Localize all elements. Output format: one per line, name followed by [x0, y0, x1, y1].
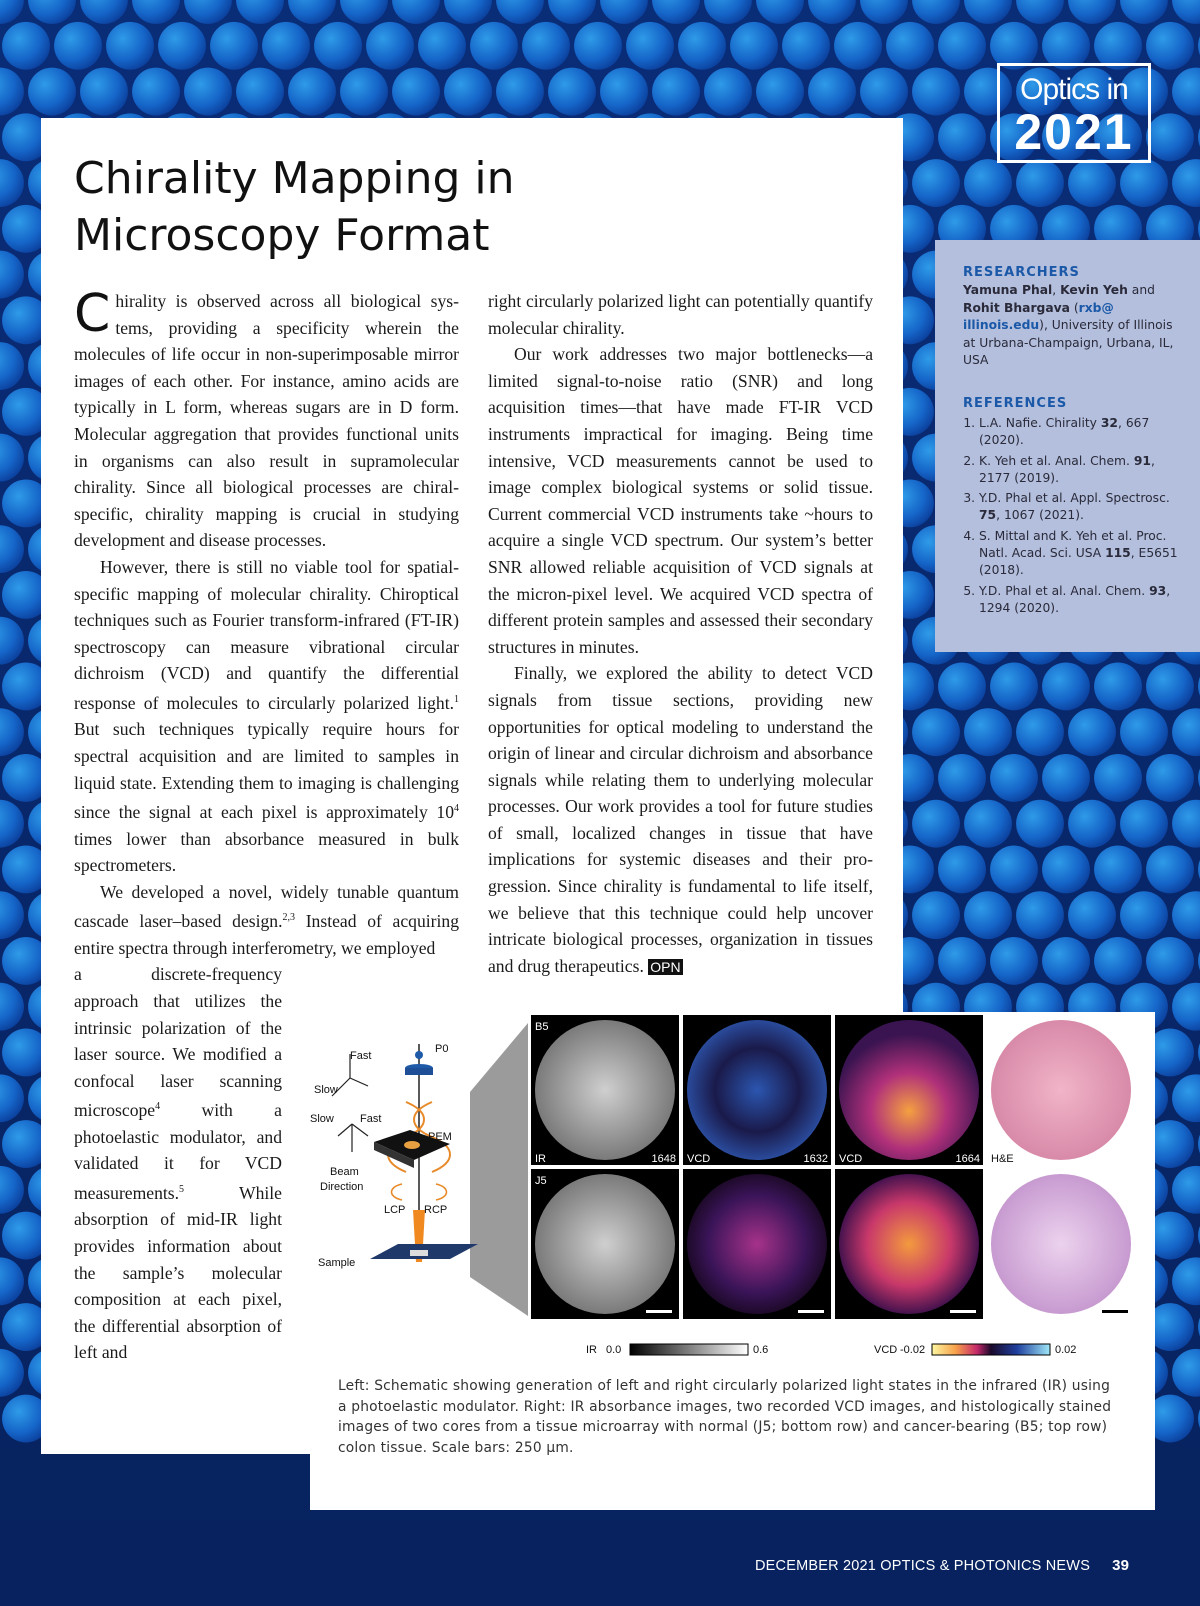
background-dot	[964, 800, 1012, 848]
footer-text: DECEMBER 2021 OPTICS & PHOTONICS NEWS	[755, 1558, 1091, 1574]
background-dot	[808, 68, 856, 116]
vcd-colorbar	[932, 1344, 1050, 1355]
vcd-1632-image-b5	[687, 1020, 827, 1160]
paragraph-5: Our work addresses two major bottlenecks—a limited signal-to-noise ratio (SNR) and long acquisition times—that have made FT-IR VCD instruments impractical for imaging. Being time intensive, VCD measurements cannot be used to image complex biological systems or solid tissue. Current commercial VCD instruments take ~hours to acquire a single VCD spectrum. Our system’s better SNR allowed reliable acquisition of VCD signals at the micron-pixel level. We acquired VCD spectra of different protein samples and assessed their secondary structures in minutes.	[488, 344, 873, 657]
background-dot	[1068, 708, 1116, 756]
background-dot	[548, 68, 596, 116]
scale-bar	[646, 1310, 672, 1313]
background-dot	[600, 68, 648, 116]
background-dot	[366, 22, 414, 70]
reference-item: 3. Y.D. Phal et al. Appl. Spectrosc. 75, 1067 (2021).	[979, 490, 1188, 525]
background-dot	[314, 22, 362, 70]
background-dot	[912, 891, 960, 939]
scale-bar	[1102, 1310, 1128, 1313]
background-dot	[912, 708, 960, 756]
background-dot	[964, 891, 1012, 939]
background-dot	[28, 68, 76, 116]
background-dot	[1042, 846, 1090, 894]
slow-label-1: Slow	[314, 1084, 338, 1096]
background-dot	[1042, 754, 1090, 802]
background-dot	[1042, 662, 1090, 710]
background-dot	[912, 159, 960, 207]
background-dot	[392, 68, 440, 116]
vcd-colorbar-label: VCD	[874, 1344, 898, 1356]
background-dot	[1094, 754, 1142, 802]
background-dot	[1068, 891, 1116, 939]
ir-image-j5	[535, 1174, 675, 1314]
pem-schematic	[310, 1023, 528, 1316]
background-dot	[1016, 708, 1064, 756]
panel-wavenumber-1648: 1648	[651, 1153, 676, 1165]
scale-bar	[798, 1310, 824, 1313]
background-dot	[80, 68, 128, 116]
background-dot	[1120, 891, 1168, 939]
page-footer	[755, 1557, 1129, 1574]
background-dot	[1094, 937, 1142, 985]
fast-label-1: Fast	[350, 1050, 372, 1062]
reference-item: 4. S. Mittal and K. Yeh et al. Proc. Natl. Acad. Sci. USA 115, E5651 (2018).	[979, 528, 1188, 580]
background-dot	[210, 22, 258, 70]
background-dot	[834, 22, 882, 70]
background-dot	[938, 754, 986, 802]
panel-wavenumber-1632: 1632	[803, 1153, 828, 1165]
background-dot	[912, 800, 960, 848]
background-dot	[1146, 113, 1194, 161]
ir-colorbar-max: 0.6	[753, 1344, 769, 1356]
drop-cap: C	[74, 284, 111, 344]
paragraph-3-narrow: a discrete-frequency approach that utilizes the intrinsic polarization of the laser source. We modified a confocal laser scanning microscope$^4$ with a photoelastic modulator, and validated it for VCD measurements.$^5$ While absorption of mid-IR light provides information about the sample’s molecular composition at each pixel, the differential absorption of left and	[74, 964, 282, 1363]
background-dot	[886, 22, 934, 70]
vcd-colorbar-min: -0.02	[900, 1344, 926, 1356]
background-dot	[106, 22, 154, 70]
zoom-wedge	[470, 1023, 528, 1316]
he-image-j5	[991, 1174, 1131, 1314]
background-dot	[1146, 22, 1194, 70]
panel-label-ir: IR	[535, 1153, 546, 1165]
references-heading: REFERENCES	[963, 396, 1068, 411]
background-dot	[1120, 159, 1168, 207]
background-dot	[262, 22, 310, 70]
background-dot	[782, 22, 830, 70]
badge-line2: 2021	[1014, 104, 1134, 160]
email-link[interactable]: rxb@ illinois.edu	[963, 300, 1114, 332]
ir-colorbar-label: IR	[586, 1344, 597, 1356]
row-label-b5: B5	[535, 1021, 549, 1033]
background-dot	[990, 662, 1038, 710]
beam-label: Beam	[330, 1166, 359, 1178]
figure-caption: Left: Schematic showing generation of left and right circularly polarized light states in the infrared (IR) using a photoelastic modulator. Right: IR absorbance images, two recorded VCD images, and histologically stained images of two cores from a tissue microarray with normal (J5; bottom row) and cancer-bearing (B5; top row) colon tissue. Scale bars: 250 µm.	[338, 1378, 1112, 1456]
background-dot	[1146, 754, 1194, 802]
background-dot	[1016, 891, 1064, 939]
background-dot	[938, 662, 986, 710]
background-dot	[132, 68, 180, 116]
background-dot	[1146, 846, 1194, 894]
p0-label: P0	[435, 1043, 449, 1055]
title-line2: Microscopy Format	[74, 210, 490, 261]
page-number: 39	[1112, 1557, 1130, 1574]
reference-item: 1. L.A. Nafie. Chirality 32, 667 (2020).	[979, 415, 1188, 450]
background-dot	[574, 22, 622, 70]
background-dot	[54, 22, 102, 70]
fast-label-2: Fast	[360, 1113, 382, 1125]
background-dot	[678, 22, 726, 70]
background-dot	[1120, 800, 1168, 848]
article-title	[74, 150, 674, 264]
background-dot	[938, 113, 986, 161]
direction-label: Direction	[320, 1181, 364, 1193]
background-dot	[730, 22, 778, 70]
paragraph-6: Finally, we explored the ability to detect VCD signals from tissue sections, providing new opportunities for optical modeling to understand the origin of linear and circular dichroism and absorbance signals while relating them to underlying molecular processes. Our work provides a tool for future studies of small, localized changes in tissue that have implications for systemic diseases and their progression. Since chirality is fundamental to life itself, we believe that this technique could help uncover intricate biological processes, organization in tissues and drug therapeutics. OPN	[488, 663, 873, 976]
figure-panel	[310, 1012, 1155, 1510]
background-dot	[1068, 159, 1116, 207]
background-dot	[1094, 662, 1142, 710]
background-dot	[1094, 846, 1142, 894]
panel-wavenumber-1664: 1664	[955, 1153, 980, 1165]
vcd-1664-image-b5	[839, 1020, 979, 1160]
background-dot	[1120, 708, 1168, 756]
background-dot	[964, 159, 1012, 207]
background-dot	[1146, 662, 1194, 710]
vcd-1664-image-j5	[839, 1174, 979, 1314]
background-dot	[652, 68, 700, 116]
paragraph-2: However, there is still no viable tool for spatial-specific mapping of molecular chirality. Chiroptical techniques such as Fourier transform-infrared (FT-IR) spectroscopy can measure vibrational circular dichroism (VCD) and quantify the differential response of molecules to circularly polarized light.$^1$ But such techniques typically require hours for spectral acquisition and are limited to samples in liquid state. Extending them to imaging is challenging since the signal at each pixel is approximately $10^4$ times lower than absorbance measured in bulk spectrometers.	[74, 556, 459, 876]
background-dot	[158, 22, 206, 70]
title-line1: Chirality Mapping in	[74, 153, 515, 204]
paragraph-1: Chirality is observed across all biological systems, providing a specificity wherein the molecules of life occur in non-superimposable mirror images of each other. For instance, amino acids are typically in L form, whereas sugars are in D form. Molecular aggregation that provides functional units in organisms can also result in supramolecular chirality. Since all biological processes are chiral-specific, chirality mapping is crucial in studying development and disease processes.	[74, 284, 459, 551]
background-dot	[1042, 937, 1090, 985]
panel-label-he: H&E	[991, 1153, 1014, 1165]
background-dot	[1016, 159, 1064, 207]
background-dot	[990, 846, 1038, 894]
background-dot	[626, 22, 674, 70]
researchers-heading: RESEARCHERS	[963, 265, 1080, 280]
ir-colorbar-min: 0.0	[606, 1344, 622, 1356]
image-grid	[531, 1015, 1135, 1319]
background-dot	[340, 68, 388, 116]
background-dot	[1016, 800, 1064, 848]
optics-in-2021-badge	[997, 63, 1151, 163]
pem-label: PEM	[428, 1131, 452, 1143]
background-dot	[470, 22, 518, 70]
opn-end-mark: OPN	[650, 958, 681, 975]
background-dot	[1146, 937, 1194, 985]
reference-item: 2. K. Yeh et al. Anal. Chem. 91, 2177 (2019).	[979, 453, 1188, 488]
background-dot	[444, 68, 492, 116]
background-dot	[964, 708, 1012, 756]
background-dot	[938, 937, 986, 985]
background-dot	[938, 846, 986, 894]
vcd-1632-image-j5	[687, 1174, 827, 1314]
sidebar-box	[935, 240, 1200, 652]
background-dot	[496, 68, 544, 116]
figure-graphic	[310, 1012, 1155, 1372]
background-dot	[912, 68, 960, 116]
background-dot	[184, 68, 232, 116]
background-dot	[522, 22, 570, 70]
colorbars	[586, 1344, 1076, 1356]
row-label-j5: J5	[535, 1175, 547, 1187]
sample-label: Sample	[318, 1257, 356, 1269]
researchers-section	[963, 265, 1178, 370]
background-dot	[756, 68, 804, 116]
paragraph-3: We developed a novel, widely tunable quantum cascade laser–based design.$^{2,3}$ Instead of acquiring entire spectra through interferometry, we employed	[74, 881, 459, 958]
background-dot	[938, 22, 986, 70]
background-dot	[990, 754, 1038, 802]
background-dot	[418, 22, 466, 70]
slow-label-2: Slow	[310, 1113, 334, 1125]
badge-line1: Optics in	[1020, 73, 1128, 106]
background-dot	[860, 68, 908, 116]
lcp-label: LCP	[384, 1204, 406, 1216]
he-image-b5	[991, 1020, 1131, 1160]
reference-item: 5. Y.D. Phal et al. Anal. Chem. 93, 1294 (2020).	[979, 583, 1188, 618]
background-dot	[1068, 800, 1116, 848]
vcd-colorbar-max: 0.02	[1055, 1344, 1077, 1356]
rcp-label: RCP	[424, 1204, 448, 1216]
background-dot	[2, 22, 50, 70]
background-dot	[236, 68, 284, 116]
ir-image-b5	[535, 1020, 675, 1160]
text-column-right	[488, 288, 873, 980]
panel-label-vcd-1: VCD	[687, 1153, 711, 1165]
panel-label-vcd-2: VCD	[839, 1153, 863, 1165]
references-list	[963, 415, 1188, 617]
references-section	[963, 396, 1188, 620]
background-dot	[704, 68, 752, 116]
paragraph-4: right circularly polarized light can potentially quantify molecular chirality.	[488, 291, 873, 338]
background-dot	[990, 937, 1038, 985]
background-dot	[288, 68, 336, 116]
ir-colorbar	[630, 1344, 748, 1355]
researchers-text: Yamuna Phal, Kevin Yeh and Rohit Bhargava (rxb@ illinois.edu), University of Illinois at Urbana-Champaign, Urbana, IL, USA	[963, 283, 1174, 367]
scale-bar	[950, 1310, 976, 1313]
